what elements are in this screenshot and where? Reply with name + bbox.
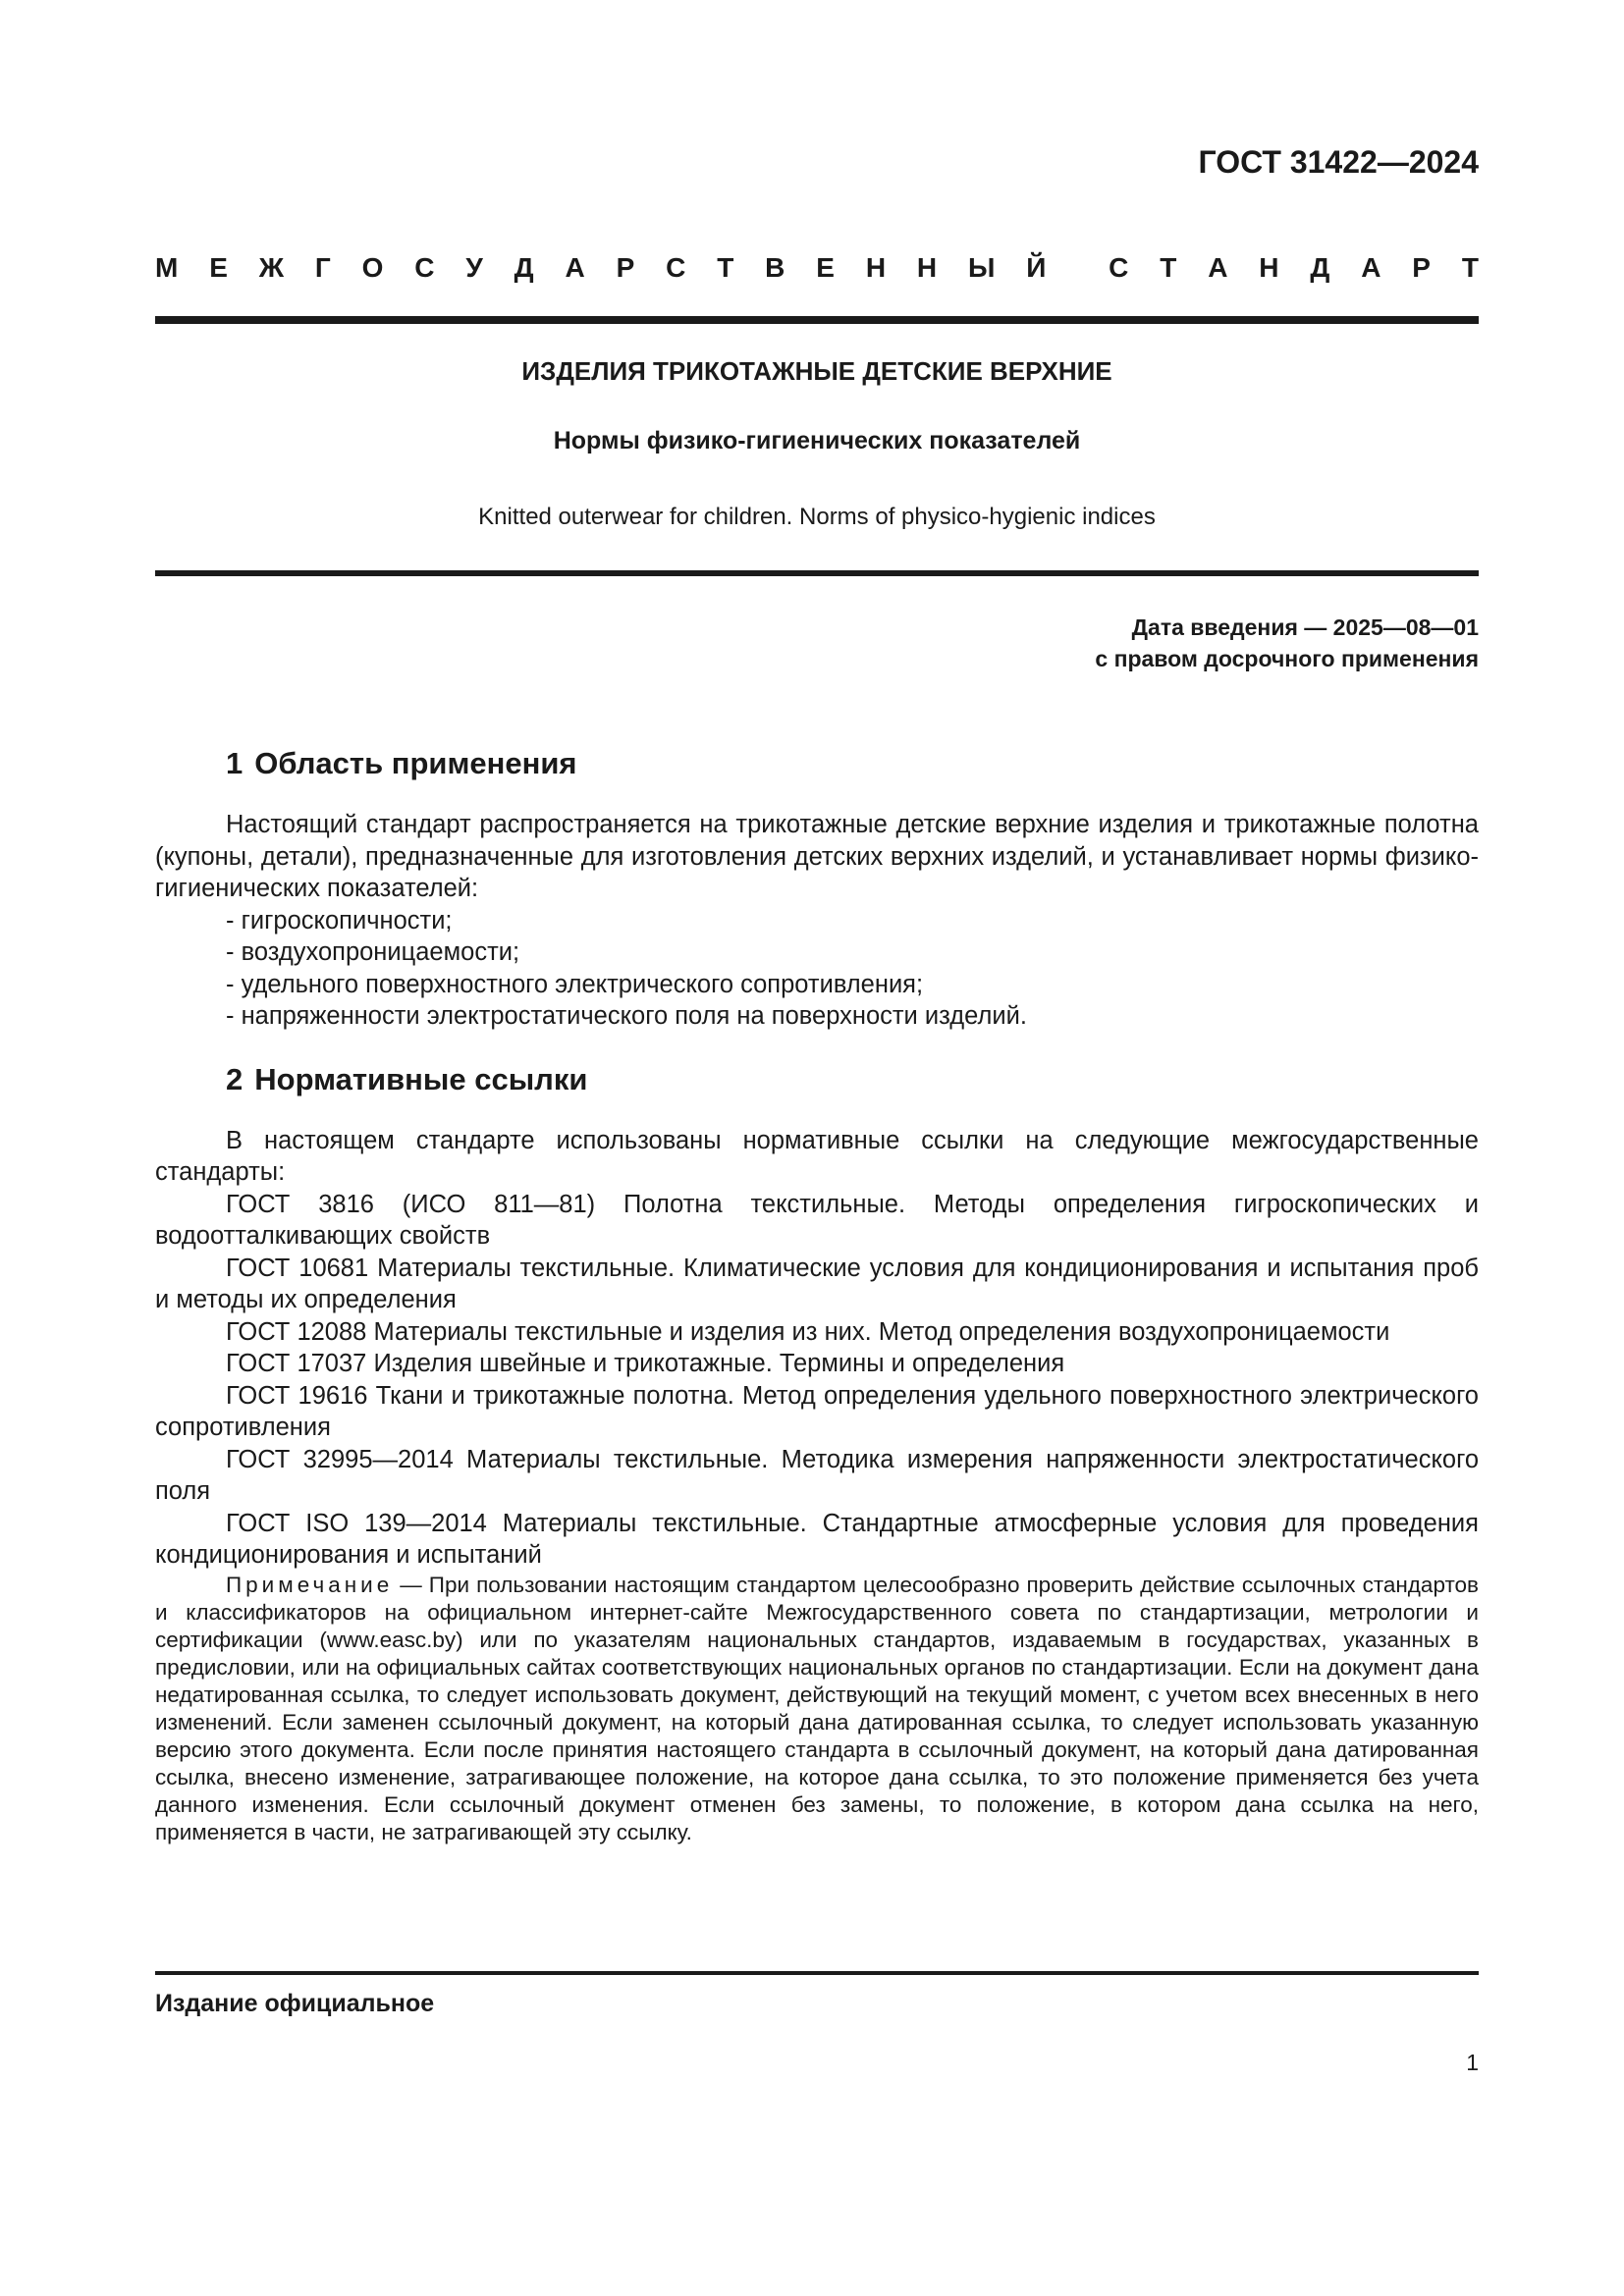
heading-letter: Н (1259, 252, 1279, 283)
heading-letter: А (1208, 252, 1228, 283)
section-title: Нормативные ссылки (254, 1061, 588, 1096)
section-title: Область применения (254, 746, 577, 780)
heading-letter: А (565, 252, 585, 283)
introduction-date-line: Дата введения — 2025—08—01 (1131, 614, 1479, 640)
reference-code: ГОСТ 19616 (226, 1381, 368, 1410)
heading-letter: Д (1310, 252, 1330, 283)
english-title: Knitted outerwear for children. Norms of physico-hygienic indices (478, 504, 1156, 530)
reference-title: Материалы текстильные. Климатические условия для кондиционирования и испытания проб и методы их определения (155, 1254, 1480, 1313)
section-number: 1 (226, 746, 244, 780)
heading-letter: Т (1160, 252, 1177, 283)
heading-letter: Н (916, 252, 938, 283)
official-edition-label: Издание официальное (155, 1990, 435, 2017)
section-heading (226, 1062, 1479, 1097)
reference-item (155, 1253, 1479, 1316)
list-item: - воздухопроницаемости; (226, 938, 520, 966)
scope-paragraph: Настоящий стандарт распространяется на трикотажные детские верхние изделия и трикотажные полотна (купоны, детали), предназначенные для изготовления детских верхних изделий, и устанавливает нормы физико-гигиенических показателей: (155, 811, 1479, 902)
list-item: - напряженности электростатического поля на поверхности изделий. (226, 1002, 1027, 1030)
note-paragraph (155, 1572, 1479, 1846)
heading-letter: А (1361, 252, 1381, 283)
reference-code: ГОСТ 17037 (226, 1350, 367, 1377)
heading-letter: Й (1026, 252, 1047, 283)
heading-letter: У (465, 252, 483, 283)
heading-letter: Е (816, 252, 835, 283)
heading-letter: Т (717, 252, 734, 283)
reference-code: ГОСТ 10681 (226, 1254, 369, 1282)
list-item: - удельного поверхностного электрического сопротивления; (226, 970, 924, 998)
section-heading (226, 746, 1479, 781)
section-number: 2 (226, 1061, 244, 1096)
reference-code: ГОСТ 32995—2014 (226, 1445, 454, 1473)
title-divider (155, 570, 1479, 576)
heading-letter: Н (865, 252, 887, 283)
heading-letter: С (666, 252, 686, 283)
heading-letter: Г (314, 252, 331, 283)
heading-letter: Р (1412, 252, 1431, 283)
reference-title: Ткани и трикотажные полотна. Метод определения удельного поверхностного электрического сопротивления (155, 1381, 1479, 1441)
reference-item (155, 1348, 1479, 1380)
reference-title: Материалы текстильные. Методика измерения напряженности электростатического поля (155, 1445, 1480, 1505)
document-body (155, 746, 1479, 1846)
early-application-line: с правом досрочного применения (1095, 646, 1479, 671)
heading-letter: Д (514, 252, 534, 283)
note-label: Примечание (226, 1572, 394, 1597)
document-subtitle: Нормы физико-гигиенических показателей (553, 427, 1081, 454)
reference-title: Полотна текстильные. Методы определения гигроскопических и водоотталкивающих свойств (155, 1190, 1479, 1250)
reference-item (155, 1380, 1479, 1444)
heading-letter: Р (616, 252, 635, 283)
reference-title: Материалы текстильные и изделия из них. Метод определения воздухопроницаемости (373, 1317, 1390, 1346)
document-title: ИЗДЕЛИЯ ТРИКОТАЖНЫЕ ДЕТСКИЕ ВЕРХНИЕ (521, 356, 1112, 386)
interstate-standard-heading (155, 252, 1479, 284)
references-intro: В настоящем стандарте использованы нормативные ссылки на следующие межгосударственные стандарты: (155, 1126, 1479, 1186)
reference-item (155, 1444, 1479, 1508)
list-item: - гигроскопичности; (226, 906, 453, 934)
heading-letter: С (1109, 252, 1129, 283)
document-number: ГОСТ 31422—2024 (1198, 144, 1479, 180)
reference-item (155, 1189, 1479, 1253)
footer-divider (155, 1971, 1479, 1975)
reference-code: ГОСТ ISO 139—2014 (226, 1509, 487, 1537)
note-text: — При пользовании настоящим стандартом целесообразно проверить действие ссылочных стандартов и классификаторов на официальном интернет-сайте Межгосударственного совета по стандартизации, метрологии и сертификации (www.easc.by) или по указателям национальных стандартов, издаваемым в государствах, указанных в предисловии, или на официальных сайтах соответствующих национальных органов по стандартизации. Если на документ дана недатированная ссылка, то следует использовать документ, действующий на текущий момент, с учетом всех внесенных в него изменений. Если заменен ссылочный документ, на который дана датированная ссылка, то следует использовать указанную версию этого документа. Если после принятия настоящего стандарта в ссылочный документ, на который дана датированная ссылка, внесено изменение, затрагивающее положение, на которое дана ссылка, то это положение применяется без учета данного изменения. Если ссылочный документ отменен без замены, то положение, в котором дана ссылка на него, применяется в части, не затрагивающей эту ссылку. (155, 1572, 1479, 1844)
page-number: 1 (1466, 2050, 1479, 2075)
heading-letter: Ж (258, 252, 285, 283)
reference-item (155, 1316, 1479, 1349)
heading-letter: С (414, 252, 435, 283)
introduction-date (1095, 612, 1479, 674)
heading-letter: О (361, 252, 384, 283)
reference-code: ГОСТ 3816 (ИСО 811—81) (226, 1190, 596, 1218)
heading-letter: Е (209, 252, 228, 283)
top-divider (155, 316, 1479, 324)
heading-letter: Т (1461, 252, 1479, 283)
reference-title: Изделия швейные и трикотажные. Термины и определения (373, 1350, 1065, 1377)
reference-item (155, 1508, 1479, 1572)
heading-letter: Ы (968, 252, 996, 283)
reference-title: Материалы текстильные. Стандартные атмосферные условия для проведения кондиционирования и испытаний (155, 1509, 1479, 1569)
heading-letter: В (765, 252, 785, 283)
reference-code: ГОСТ 12088 (226, 1317, 367, 1346)
heading-letter: М (155, 252, 179, 283)
